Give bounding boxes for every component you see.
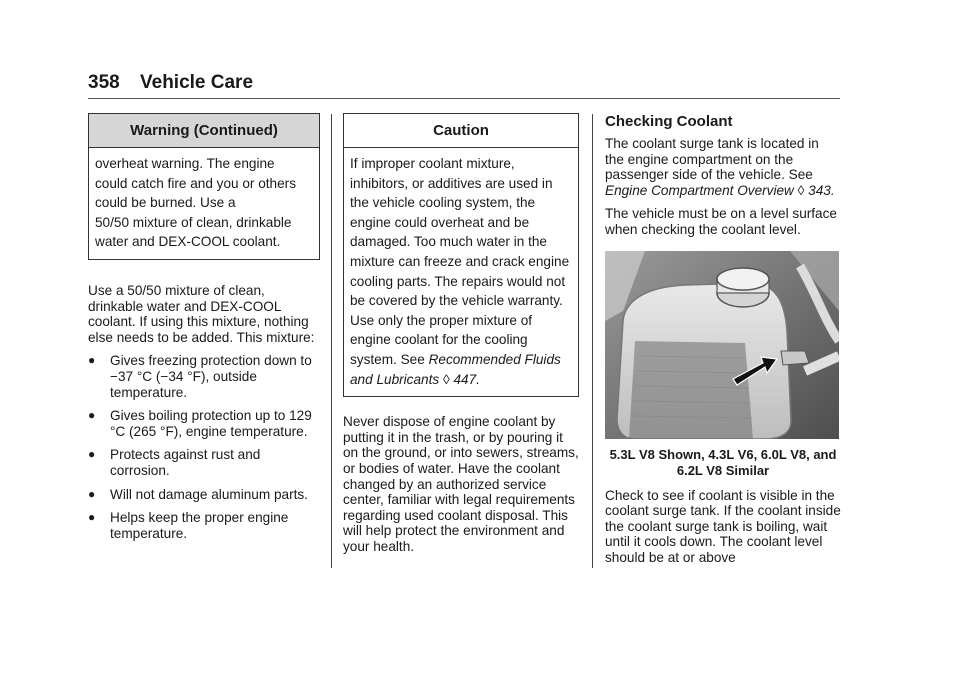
warning-line: 50/50 mixture of clean, drinkable <box>95 214 292 230</box>
location-paragraph: The coolant surge tank is located in the engine compartment on the passenger side of the vehicle. See Engine Compartment Overview ◊ 343. <box>605 136 835 198</box>
engine-compartment-link[interactable]: Engine Compartment Overview <box>605 182 794 198</box>
section-heading: Checking Coolant <box>605 113 733 130</box>
bullet-text: Protects against rust and corrosion. <box>110 447 261 478</box>
warning-line: could be burned. Use a <box>95 195 236 211</box>
warning-box <box>88 113 320 260</box>
bullet-item <box>88 510 320 541</box>
disposal-paragraph: Never dispose of engine coolant by putting it in the trash, or by pouring it on the ground, or into sewers, streams, or bodies of water. Have the coolant changed by an authorized service center, familiar with legal requirements regarding used coolant disposal. This will help protect the environment and your health. <box>343 414 579 554</box>
bullet-item <box>88 408 320 439</box>
recommended-fluids-link[interactable]: Recommended Fluids and Lubricants <box>350 351 561 387</box>
mixture-bullet-list <box>88 353 320 541</box>
level-surface-paragraph: The vehicle must be on a level surface when checking the coolant level. <box>605 206 837 237</box>
bullet-item <box>88 487 320 503</box>
bullet-icon: ● <box>88 353 96 368</box>
check-coolant-paragraph: Check to see if coolant is visible in the coolant surge tank. If the coolant inside the coolant surge tank is boiling, wait until it cools down. The coolant level should be at or above <box>605 487 841 565</box>
warning-body <box>89 148 319 259</box>
page-ref-447[interactable]: 447 <box>453 371 477 387</box>
bullet-text: Gives boiling protection up to 129 °C (265 °F), engine temperature. <box>110 408 312 439</box>
warning-line: overheat warning. The engine <box>95 156 275 171</box>
bullet-item <box>88 447 320 478</box>
bullet-text: Helps keep the proper engine temperature. <box>110 510 289 541</box>
bullet-icon: ● <box>88 486 96 501</box>
bullet-text: Gives freezing protection down to −37 °C (−34 °F), outside temperature. <box>110 353 312 400</box>
column-divider-2 <box>592 114 593 568</box>
warning-line: water and DEX-COOL coolant. <box>95 234 281 250</box>
page-ref-icon: ◊ <box>797 182 805 198</box>
warning-line: could catch fire and you or others <box>95 175 296 191</box>
coolant-tank-photo <box>605 251 839 439</box>
mixture-intro: Use a 50/50 mixture of clean, drinkable water and DEX-COOL coolant. If using this mixture, nothing else needs to be added. This mixture: <box>88 282 315 345</box>
bullet-icon: ● <box>88 447 96 462</box>
page-ref-icon: ◊ <box>442 371 450 387</box>
bullet-icon: ● <box>88 408 96 423</box>
page-header <box>88 72 253 94</box>
warning-title: Warning (Continued) <box>89 114 319 148</box>
bullet-text: Will not damage aluminum parts. <box>110 486 308 502</box>
column-3 <box>605 113 841 566</box>
column-2 <box>343 113 579 554</box>
column-divider-1 <box>331 114 332 568</box>
page-number: 358 <box>88 72 120 93</box>
caution-box <box>343 113 579 397</box>
caution-body: If improper coolant mixture, inhibitors, or additives are used in the vehicle cooling system, the engine could overheat and be damaged. Too much water in the mixture can freeze and crack engine cooling parts. The repairs would not be covered by the vehicle warranty. Use only the proper mixture of engine coolant for the cooling system. See Recommended Fluids and Lubricants ◊ 447. <box>350 156 570 387</box>
photo-caption: 5.3L V8 Shown, 4.3L V6, 6.0L V8, and 6.2L V8 Similar <box>609 446 837 478</box>
coolant-tank-illustration <box>605 251 839 439</box>
caution-title: Caution <box>344 114 578 148</box>
caution-text: If improper coolant mixture, inhibitors, or additives are used in the vehicle cooling system, the engine could overheat and be damaged. Too much water in the mixture can freeze and crack engine cooling parts. The repairs would not be covered by the vehicle warranty. Use only the proper mixture of engine coolant for the cooling system. See <box>350 156 570 367</box>
bullet-icon: ● <box>88 510 96 525</box>
page-ref-343[interactable]: 343 <box>808 182 831 198</box>
section-title: Vehicle Care <box>140 72 254 93</box>
header-rule <box>88 98 840 99</box>
bullet-item <box>88 353 320 400</box>
column-1 <box>88 113 320 549</box>
